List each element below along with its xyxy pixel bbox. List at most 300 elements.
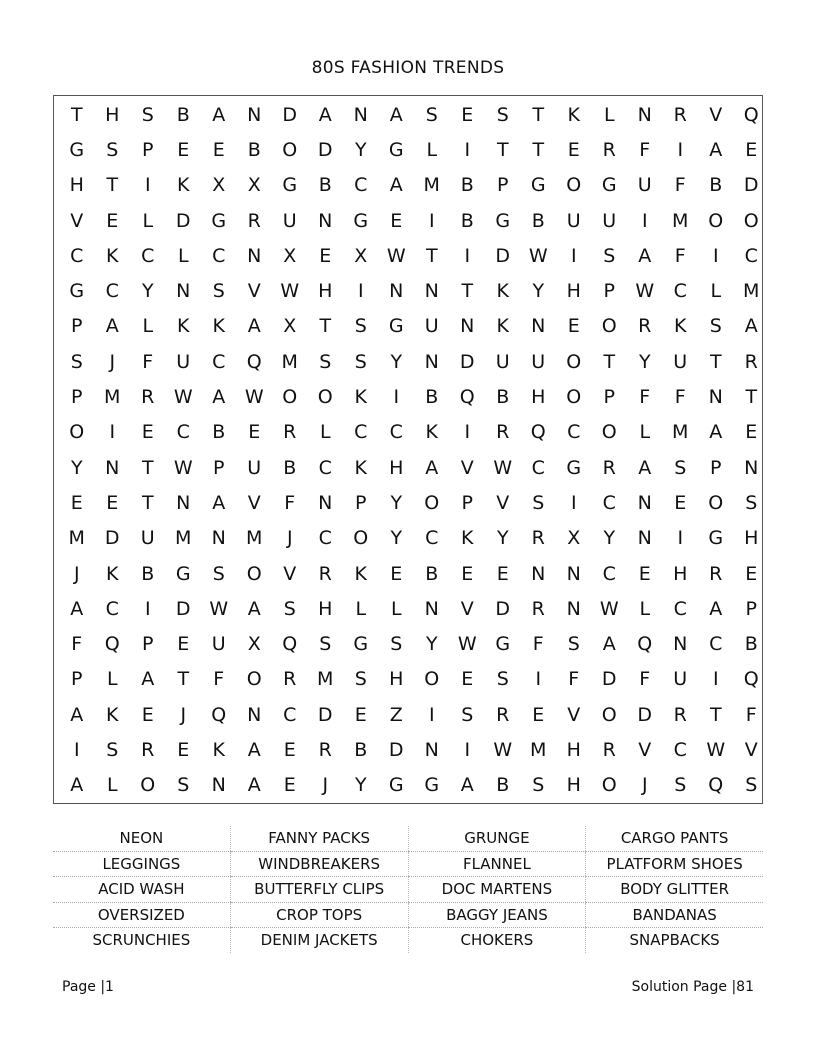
word-list-item: DOC MARTENS — [408, 877, 586, 903]
word-list-row — [53, 902, 763, 928]
grid-letter: G — [495, 633, 511, 656]
grid-letter: T — [603, 350, 616, 373]
grid-letter: I — [464, 738, 471, 761]
grid-letter: G — [388, 315, 404, 338]
grid-letter: K — [496, 315, 509, 338]
grid-letter: Q — [104, 633, 120, 656]
word-list-item: GRUNGE — [408, 826, 586, 851]
grid-letter: N — [176, 280, 191, 303]
grid-letter: G — [282, 174, 298, 197]
grid-letter: U — [424, 315, 439, 338]
grid-letter: Y — [603, 527, 616, 550]
grid-letter: R — [744, 350, 758, 373]
grid-letter: H — [105, 103, 120, 126]
grid-letter: R — [247, 209, 261, 232]
grid-letter: D — [388, 738, 404, 761]
grid-letter: W — [599, 597, 619, 620]
grid-letter: B — [531, 209, 545, 232]
grid-letter: S — [674, 774, 687, 797]
grid-letter: G — [388, 774, 404, 797]
grid-letter: T — [425, 244, 438, 267]
grid-letter: E — [177, 738, 190, 761]
grid-letter: C — [141, 244, 155, 267]
grid-letter: M — [281, 350, 298, 373]
grid-letter: E — [390, 562, 403, 585]
word-list-row — [53, 826, 763, 851]
grid-letter: N — [105, 456, 120, 479]
grid-letter: O — [566, 386, 582, 409]
grid-letter: D — [104, 527, 120, 550]
grid-letter: E — [212, 138, 225, 161]
grid-letter: P — [355, 491, 367, 514]
word-list-item: SNAPBACKS — [586, 928, 763, 953]
grid-letter: I — [144, 174, 151, 197]
grid-letter: M — [246, 527, 263, 550]
grid-letter: G — [69, 280, 85, 303]
grid-letter: Y — [141, 280, 154, 303]
grid-letter: W — [457, 633, 477, 656]
word-list-item: BODY GLITTER — [586, 877, 763, 903]
grid-letter: Y — [354, 138, 367, 161]
word-list-row — [53, 877, 763, 903]
grid-letter: N — [247, 103, 262, 126]
grid-letter: P — [71, 668, 83, 691]
grid-letter: S — [212, 562, 225, 585]
grid-letter: X — [567, 527, 581, 550]
grid-letter: N — [389, 280, 404, 303]
grid-letter: Q — [530, 421, 546, 444]
grid-letter: R — [496, 421, 510, 444]
grid-letter: D — [175, 209, 191, 232]
grid-letter: G — [708, 527, 724, 550]
grid-letter: Q — [246, 350, 262, 373]
grid-letter: F — [532, 633, 544, 656]
grid-letter: R — [531, 527, 545, 550]
grid-letter: I — [712, 244, 719, 267]
grid-letter: K — [354, 386, 367, 409]
grid-letter: U — [282, 209, 297, 232]
grid-letter: A — [247, 315, 261, 338]
grid-letter: P — [745, 597, 757, 620]
word-list-item: CROP TOPS — [230, 902, 408, 928]
grid-letter: E — [461, 562, 474, 585]
grid-letter: X — [283, 315, 297, 338]
word-list-item: FANNY PACKS — [230, 826, 408, 851]
grid-letter: N — [424, 738, 439, 761]
grid-letter: E — [283, 774, 296, 797]
grid-letter: L — [106, 668, 118, 691]
word-list-item: CHOKERS — [408, 928, 586, 953]
grid-letter: W — [706, 738, 726, 761]
grid-letter: A — [709, 597, 723, 620]
grid-letter: B — [709, 174, 723, 197]
word-list-item: LEGGINGS — [53, 851, 230, 877]
grid-letter: X — [212, 174, 226, 197]
grid-letter: D — [282, 103, 298, 126]
grid-letter: V — [70, 209, 84, 232]
grid-letter: C — [105, 280, 119, 303]
grid-letter: N — [673, 633, 688, 656]
grid-letter: M — [743, 280, 760, 303]
grid-letter: D — [459, 350, 475, 373]
grid-letter: E — [106, 491, 119, 514]
grid-letter: D — [495, 597, 511, 620]
grid-letter: H — [389, 668, 404, 691]
grid-letter: U — [673, 668, 688, 691]
grid-letter: O — [424, 668, 440, 691]
grid-letter: E — [638, 562, 651, 585]
grid-letter: D — [317, 703, 333, 726]
grid-letter: N — [566, 562, 581, 585]
grid-letter: P — [603, 386, 615, 409]
grid-letter: S — [496, 103, 509, 126]
grid-letter: T — [461, 280, 474, 303]
grid-letter: B — [496, 386, 510, 409]
grid-letter: N — [353, 103, 368, 126]
grid-letter: N — [247, 703, 262, 726]
grid-letter: N — [531, 562, 546, 585]
grid-letter: T — [709, 350, 722, 373]
grid-letter: T — [496, 138, 509, 161]
grid-letter: Y — [70, 456, 83, 479]
grid-letter: A — [247, 738, 261, 761]
grid-letter: E — [745, 562, 758, 585]
grid-letter: R — [283, 421, 297, 444]
grid-letter: S — [674, 456, 687, 479]
grid-letter: N — [637, 103, 652, 126]
grid-letter: R — [141, 738, 155, 761]
grid-letter: X — [247, 174, 261, 197]
grid-letter: B — [283, 456, 297, 479]
grid-letter: O — [743, 209, 759, 232]
grid-letter: A — [212, 103, 226, 126]
grid-letter: H — [673, 562, 688, 585]
grid-letter: B — [354, 738, 368, 761]
grid-letter: A — [460, 774, 474, 797]
grid-letter: E — [106, 209, 119, 232]
grid-letter: E — [567, 315, 580, 338]
word-search-grid — [53, 95, 763, 804]
grid-letter: I — [464, 244, 471, 267]
grid-letter: K — [461, 527, 474, 550]
grid-letter: C — [602, 562, 616, 585]
page-number: Page |1 — [62, 979, 114, 995]
grid-letter: S — [425, 103, 438, 126]
grid-letter: A — [247, 774, 261, 797]
grid-letter: X — [283, 244, 297, 267]
grid-letter: H — [531, 386, 546, 409]
grid-letter: U — [531, 350, 546, 373]
grid-letter: V — [460, 456, 474, 479]
grid-letter: M — [530, 738, 547, 761]
grid-letter: C — [354, 174, 368, 197]
grid-letter: N — [318, 209, 333, 232]
grid-letter: C — [212, 244, 226, 267]
grid-letter: C — [318, 456, 332, 479]
grid-letter: E — [177, 138, 190, 161]
grid-letter: O — [140, 774, 156, 797]
grid-letter: S — [354, 315, 367, 338]
grid-letter: F — [71, 633, 83, 656]
grid-letter: P — [497, 174, 509, 197]
grid-letter: N — [460, 315, 475, 338]
word-list-row — [53, 928, 763, 953]
grid-letter: S — [532, 491, 545, 514]
grid-letter: A — [709, 421, 723, 444]
grid-letter: L — [426, 138, 438, 161]
grid-letter: H — [566, 774, 581, 797]
grid-letter: S — [496, 668, 509, 691]
grid-letter: Q — [637, 633, 653, 656]
grid-letter: T — [177, 668, 190, 691]
grid-letter: E — [745, 421, 758, 444]
grid-letter: O — [566, 174, 582, 197]
grid-letter: B — [744, 633, 758, 656]
grid-letter: D — [175, 597, 191, 620]
grid-letter: S — [106, 738, 119, 761]
grid-letter: C — [673, 738, 687, 761]
word-list-item: CARGO PANTS — [586, 826, 763, 851]
grid-letter: P — [213, 456, 225, 479]
grid-letter: U — [211, 633, 226, 656]
grid-letter: W — [209, 597, 229, 620]
grid-letter: U — [495, 350, 510, 373]
grid-letter: J — [322, 774, 329, 797]
grid-letter: U — [673, 350, 688, 373]
grid-letter: C — [70, 244, 84, 267]
grid-letter: E — [177, 633, 190, 656]
grid-letter: L — [142, 315, 154, 338]
grid-letter: C — [425, 527, 439, 550]
grid-letter: S — [177, 774, 190, 797]
grid-letter: B — [318, 174, 332, 197]
grid-letter: A — [602, 633, 616, 656]
grid-letter: C — [673, 597, 687, 620]
grid-letter: Y — [390, 350, 403, 373]
grid-letter: A — [247, 597, 261, 620]
grid-letter: K — [212, 315, 225, 338]
grid-letter: X — [354, 244, 368, 267]
grid-letter: F — [639, 138, 651, 161]
grid-letter: C — [744, 244, 758, 267]
grid-letter: L — [319, 421, 331, 444]
grid-letter: J — [641, 774, 648, 797]
grid-letter: K — [106, 703, 119, 726]
grid-letter: S — [461, 703, 474, 726]
grid-letter: E — [461, 103, 474, 126]
grid-letter: H — [318, 597, 333, 620]
grid-letter: Y — [532, 280, 545, 303]
grid-letter: H — [566, 738, 581, 761]
grid-letter: V — [247, 280, 261, 303]
grid-letter: G — [388, 138, 404, 161]
grid-letter: S — [141, 103, 154, 126]
grid-letter: S — [354, 668, 367, 691]
word-list — [53, 826, 763, 953]
grid-letter: R — [602, 138, 616, 161]
grid-letter: P — [142, 138, 154, 161]
grid-letter: Q — [743, 103, 759, 126]
grid-letter: F — [639, 668, 651, 691]
grid-letter: R — [673, 703, 687, 726]
grid-letter: K — [106, 562, 119, 585]
grid-letter: O — [708, 491, 724, 514]
grid-letter: P — [603, 280, 615, 303]
grid-letter: K — [106, 244, 119, 267]
grid-letter: R — [496, 703, 510, 726]
grid-letter: U — [637, 174, 652, 197]
grid-letter: I — [570, 244, 577, 267]
grid-letter: L — [390, 597, 402, 620]
grid-letter: V — [744, 738, 758, 761]
grid-letter: N — [744, 456, 759, 479]
grid-letter: S — [106, 138, 119, 161]
grid-letter: I — [73, 738, 80, 761]
grid-letter: W — [493, 456, 513, 479]
grid-letter: M — [672, 209, 689, 232]
grid-letter: W — [386, 244, 406, 267]
grid-letter: I — [357, 280, 364, 303]
word-list-item: FLANNEL — [408, 851, 586, 877]
grid-letter: M — [423, 174, 440, 197]
grid-letter: S — [709, 315, 722, 338]
grid-letter: Q — [708, 774, 724, 797]
grid-letter: L — [639, 597, 651, 620]
grid-letter: O — [246, 668, 262, 691]
grid-letter: V — [496, 491, 510, 514]
grid-letter: N — [566, 597, 581, 620]
grid-letter: N — [211, 774, 226, 797]
grid-letter: E — [567, 138, 580, 161]
grid-letter: I — [464, 138, 471, 161]
grid-letter: V — [283, 562, 297, 585]
grid-letter: I — [109, 421, 116, 444]
grid-letter: G — [566, 456, 582, 479]
grid-letter: W — [493, 738, 513, 761]
grid-letter: J — [109, 350, 116, 373]
grid-letter: W — [280, 280, 300, 303]
grid-letter: M — [104, 386, 121, 409]
grid-letter: J — [180, 703, 187, 726]
grid-letter: E — [319, 244, 332, 267]
grid-letter: S — [390, 633, 403, 656]
grid-letter: B — [425, 562, 439, 585]
grid-letter: I — [712, 668, 719, 691]
grid-letter: T — [106, 174, 119, 197]
grid-letter: D — [495, 244, 511, 267]
grid-letter: I — [677, 138, 684, 161]
grid-letter: T — [70, 103, 83, 126]
grid-letter: L — [603, 103, 615, 126]
grid-letter: N — [531, 315, 546, 338]
grid-letter: N — [637, 491, 652, 514]
grid-letter: P — [142, 633, 154, 656]
grid-letter: R — [709, 562, 723, 585]
grid-letter: R — [318, 738, 332, 761]
grid-letter: N — [318, 491, 333, 514]
grid-letter: E — [532, 703, 545, 726]
grid-letter: G — [353, 633, 369, 656]
grid-letter: F — [284, 491, 296, 514]
grid-letter: F — [745, 703, 757, 726]
word-list-item: PLATFORM SHOES — [586, 851, 763, 877]
grid-letter: E — [390, 209, 403, 232]
grid-letter: S — [319, 633, 332, 656]
grid-letter: I — [535, 668, 542, 691]
grid-letter: E — [141, 421, 154, 444]
word-list-item: BUTTERFLY CLIPS — [230, 877, 408, 903]
grid-letter: A — [141, 668, 155, 691]
grid-letter: E — [354, 703, 367, 726]
grid-letter: E — [283, 738, 296, 761]
grid-letter: C — [602, 491, 616, 514]
grid-letter: I — [570, 491, 577, 514]
word-list-item: ACID WASH — [53, 877, 230, 903]
grid-letter: P — [71, 386, 83, 409]
grid-letter: O — [69, 421, 85, 444]
grid-letter: F — [568, 668, 580, 691]
grid-letter: A — [389, 103, 403, 126]
grid-letter: N — [247, 244, 262, 267]
grid-letter: V — [247, 491, 261, 514]
grid-letter: R — [318, 562, 332, 585]
grid-letter: B — [460, 174, 474, 197]
grid-letter: O — [601, 774, 617, 797]
grid-letter: G — [601, 174, 617, 197]
grid-letter: I — [641, 209, 648, 232]
grid-letter: S — [283, 597, 296, 620]
grid-letter: U — [176, 350, 191, 373]
grid-letter: O — [282, 138, 298, 161]
grid-letter: S — [212, 280, 225, 303]
word-list-item: NEON — [53, 826, 230, 851]
grid-letter: F — [639, 386, 651, 409]
grid-letter: C — [673, 280, 687, 303]
grid-letter: A — [638, 456, 652, 479]
grid-letter: E — [248, 421, 261, 444]
grid-letter: L — [177, 244, 189, 267]
grid-letter: B — [141, 562, 155, 585]
grid-letter: V — [567, 703, 581, 726]
grid-letter: M — [68, 527, 85, 550]
grid-letter: Y — [638, 350, 651, 373]
grid-letter: C — [176, 421, 190, 444]
grid-letter: N — [211, 527, 226, 550]
grid-letter: O — [601, 315, 617, 338]
grid-letter: I — [428, 209, 435, 232]
grid-letter: V — [709, 103, 723, 126]
grid-letter: H — [389, 456, 404, 479]
grid-letter: G — [495, 209, 511, 232]
grid-letter: F — [142, 350, 154, 373]
grid-letter: E — [674, 491, 687, 514]
grid-letter: B — [496, 774, 510, 797]
grid-letter: K — [567, 103, 580, 126]
grid-letter: O — [353, 527, 369, 550]
grid-letter: F — [674, 244, 686, 267]
grid-letter: G — [353, 209, 369, 232]
grid-letter: D — [601, 668, 617, 691]
grid-letter: L — [639, 421, 651, 444]
grid-letter: O — [282, 386, 298, 409]
grid-letter: C — [212, 350, 226, 373]
grid-letter: S — [567, 633, 580, 656]
grid-letter: T — [141, 456, 154, 479]
grid-letter: B — [247, 138, 261, 161]
grid-letter: A — [70, 597, 84, 620]
grid-letter: P — [710, 456, 722, 479]
grid-letter: T — [709, 703, 722, 726]
